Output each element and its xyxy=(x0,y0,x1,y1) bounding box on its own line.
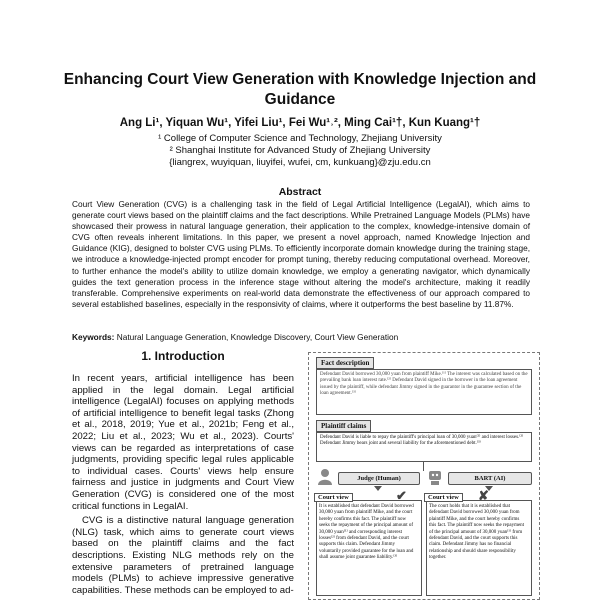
keywords-text: Natural Language Generation, Knowledge Discovery, Court View Generation xyxy=(116,332,399,342)
intro-paragraph: In recent years, artificial intelligence has been applied in the legal domain. Legal artificial intelligence (LegalAI) focuses on applying methods of artificial intelligence to benefit legal tasks (Zhong et al., 2018, 2019; Yue et al., 2021b; Feng et al., 2022; Liu et al., 2023; Wu et al., 2023). Courts' views can be regarded as interpretations of case judgments, providing specific legal rules applicable to individual cases. Courts' views help ensure fairness and justice in judgments and Court View Generation (CVG) is considered one of the most critical functions in LegalAI. xyxy=(72,373,294,512)
bart-model-label: BART (AI) xyxy=(448,472,532,485)
fact-description-text: Defendant David borrowed 30,000 yuan from plaintiff Mike.⁽¹⁾ The interest was calculated based on the prevailing bank loan interest rate.⁽²⁾ Defendant David signed in the borrower in the loan agreement issued by the plaintiff, while defendant Jimmy signed in the guarantor in the guarantee section of the loan agreement.⁽³⁾ xyxy=(320,372,528,397)
affiliation-1: ¹ College of Computer Science and Technology, Zhejiang University xyxy=(158,133,442,144)
author-list: Ang Li¹, Yiquan Wu¹, Yifei Liu¹, Fei Wu¹˒², Ming Cai¹†, Kun Kuang¹† xyxy=(119,117,481,129)
keywords xyxy=(72,332,530,342)
abstract-heading: Abstract xyxy=(278,186,322,198)
check-icon: ✔ xyxy=(396,488,407,503)
judge-arrow-icon xyxy=(374,486,382,491)
paper-title: Enhancing Court View Generation with Knowledge Injection and Guidance xyxy=(63,71,537,108)
judge-court-view-text: It is established that defendant David borrowed 30,000 yuan from plaintiff Mike, and the court hereby confirms this fact. The plaintiff now seeks the repayment of the principal amount of 30,000 yuan⁽¹⁾ and corresponding interest losses⁽²⁾ from defendant David, and the court supports this claim. Defendant Jimmy voluntarily provided guarantee for the loan and shall assume joint guarantee liability.⁽³⁾ xyxy=(319,504,414,561)
section-title: 1. Introduction xyxy=(141,349,225,363)
connector-line xyxy=(423,461,424,471)
keywords-label: Keywords: xyxy=(72,332,115,342)
plaintiff-claims-text: Defendant David is liable to repay the plaintiff's principal loan of 30,000 yuan⁽¹⁾ and interest losses.⁽²⁾ Defendant Jimmy bears joint and several liability for the aforementioned debt.⁽³⁾ xyxy=(320,435,524,447)
abstract-body: Court View Generation (CVG) is a challenging task in the field of Legal Artificial Intelligence (LegalAI), which aims to generate court views based on the plaintiff claims and the fact descriptions. While Pretrained Language Models (PLMs) have showcased their prowess in natural language generation, their application to the complex, knowledge-intensive domain of CVG often reveals inherent limitations. In this paper, we present a novel approach, named Knowledge Injection and Guidance (KIG), designed to bolster CVG using PLMs. To efficiently incorporate domain knowledge during the training stage, we introduce a knowledge-injected prompt encoder for prompt tuning, thereby reducing computational overhead. Moreover, to further enhance the model's ability to utilize domain knowledge, we employ a generating navigator, which dynamically guides the text generation process in the inference stage without altering the model's architecture, making it readily transferable. Comprehensive experiments on real-world data demonstrate the effectiveness of our approach compared to several established baselines, especially in the responsivity of claims, where it outperforms the best baseline by 11.87%. xyxy=(72,199,530,309)
bart-court-view-label: Court view xyxy=(424,493,463,502)
introduction-body xyxy=(72,373,294,599)
bart-court-view-text: The court holds that it is established that defendant David borrowed 30,000 yuan from plaintiff Mike, and the court hereby confirms this fact. The plaintiff now seeks the repayment of the principal amount of 30,000 yuan⁽¹⁾ from defendant David, and the court supports this claim. Defendant Jimmy has no financial relationship and should share responsibility together. xyxy=(429,504,525,561)
intro-paragraph: CVG is a distinctive natural language generation (NLG) task, which aims to generate court views based on the plaintiff claims and the fact descriptions. Existing NLG methods rely on the extensive parameters of pretrained language models (PLMs) to achieve impressive generative capabilities. These methods can be employed to ad- xyxy=(72,515,294,596)
judge-model-label: Judge (Human) xyxy=(338,472,420,485)
robot-icon xyxy=(426,468,444,486)
judge-court-view-label: Court view xyxy=(314,493,353,502)
fact-description-label: Fact description xyxy=(316,357,374,369)
author-emails: {liangrex, wuyiquan, liuyifei, wufei, cm, kunkuang}@zju.edu.cn xyxy=(169,157,431,168)
judge-person-icon xyxy=(316,468,334,486)
cross-icon: ✘ xyxy=(478,488,489,503)
affiliation-2: ² Shanghai Institute for Advanced Study of Zhejiang University xyxy=(169,145,431,156)
figure-court-view-example xyxy=(308,352,540,600)
plaintiff-claims-label: Plaintiff claims xyxy=(316,420,371,432)
